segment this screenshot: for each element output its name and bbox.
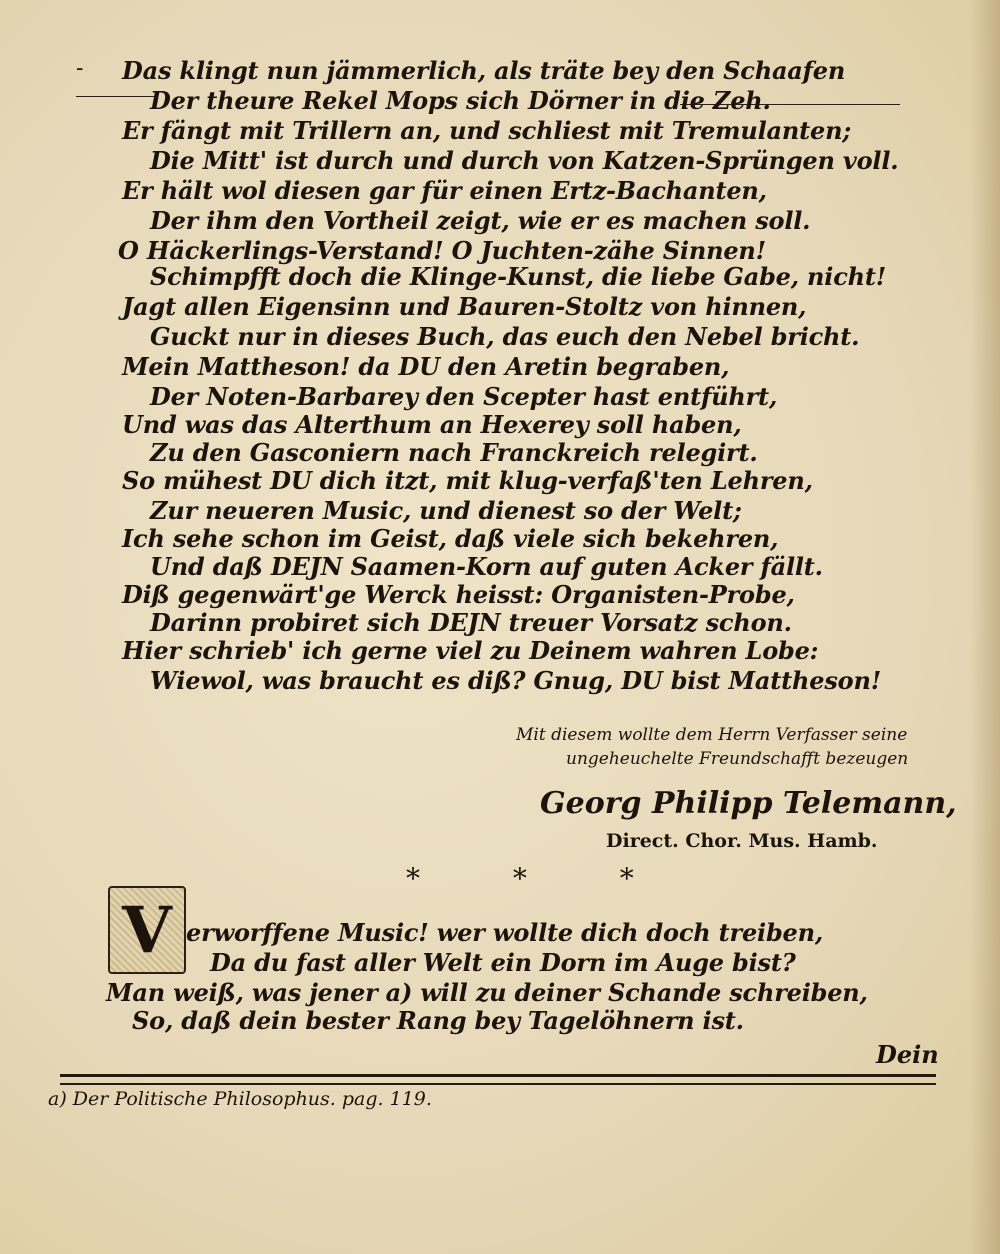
verse-line: Diß gegenwärt'ge Werck heisst: Organisten-Probe, — [122, 580, 795, 609]
verse-line: Und was das Alterthum an Hexerey soll haben, — [122, 410, 742, 439]
verse-line: Er hält wol diesen gar für einen Ertz-Bachanten, — [122, 176, 767, 205]
verse-line: Das klingt nun jämmerlich, als träte bey den Schaafen — [122, 56, 846, 85]
dedication-line: Mit diesem wollte dem Herrn Verfasser seine — [516, 725, 908, 745]
page-edge-shadow — [970, 0, 1000, 1254]
margin-rule-left — [76, 96, 156, 97]
poem2-line: Man weiß, was jener a) will zu deiner Schande schreiben, — [106, 978, 868, 1007]
verse-line: Der ihm den Vortheil zeigt, wie er es machen soll. — [150, 206, 811, 235]
verse-line: Jagt allen Eigensinn und Bauren-Stoltz von hinnen, — [122, 292, 807, 321]
poem2-line: So, daß dein bester Rang bey Tagelöhnern ist. — [132, 1006, 744, 1035]
verse-line: Er fängt mit Trillern an, und schliest mit Tremulanten; — [122, 116, 852, 145]
decorated-initial: V — [108, 886, 186, 974]
footnote-rule — [60, 1074, 936, 1085]
verse-line: Der Noten-Barbarey den Scepter hast entführt, — [150, 382, 778, 411]
verse-line: O Häckerlings-Verstand! O Juchten-zähe Sinnen! — [118, 236, 766, 265]
asterism-divider: * * * — [406, 862, 676, 895]
verse-line: Zu den Gasconiern nach Franckreich relegirt. — [150, 438, 758, 467]
verse-line: Darinn probiret sich DEJN treuer Vorsatz schon. — [150, 608, 792, 637]
author-title: Direct. Chor. Mus. Hamb. — [606, 830, 878, 852]
dedication-line: ungeheuchelte Freundschafft bezeugen — [566, 749, 909, 769]
verse-line: Und daß DEJN Saamen-Korn auf guten Acker fällt. — [150, 552, 823, 581]
author-signature: Georg Philipp Telemann, — [540, 786, 957, 821]
verse-line: Zur neueren Music, und dienest so der Welt; — [150, 496, 742, 525]
verse-line: Wiewol, was braucht es diß? Gnug, DU bist Mattheson! — [150, 666, 882, 695]
footnote: a) Der Politische Philosophus. pag. 119. — [48, 1088, 432, 1110]
verse-line: Mein Mattheson! da DU den Aretin begraben, — [122, 352, 730, 381]
poem2-line: Da du fast aller Welt ein Dorn im Auge bist? — [210, 948, 796, 977]
margin-mark: - — [76, 56, 84, 81]
verse-line: Ich sehe schon im Geist, daß viele sich bekehren, — [122, 524, 779, 553]
verse-line: Der theure Rekel Mops sich Dörner in die Zeh. — [150, 86, 771, 115]
verse-line: Schimpfft doch die Klinge-Kunst, die liebe Gabe, nicht! — [150, 262, 887, 291]
verse-line: So mühest DU dich itzt, mit klug-verfaß'ten Lehren, — [122, 466, 813, 495]
verse-line: Guckt nur in dieses Buch, das euch den Nebel bricht. — [150, 322, 860, 351]
catchword: Dein — [876, 1040, 939, 1069]
verse-line: Die Mitt' ist durch und durch von Katzen-Sprüngen voll. — [150, 146, 899, 175]
verse-line: Hier schrieb' ich gerne viel zu Deinem wahren Lobe: — [122, 636, 819, 665]
poem2-line: erworffene Music! wer wollte dich doch treiben, — [186, 918, 824, 947]
